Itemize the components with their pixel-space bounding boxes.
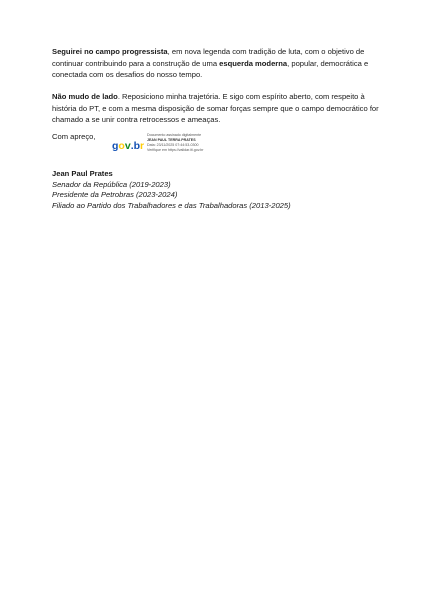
svg-text:gov.br: gov.br	[112, 140, 145, 152]
signature-verify-link[interactable]: Verifique em https://validar.iti.gov.br	[147, 148, 204, 152]
paragraph-not-changing-sides	[52, 91, 382, 126]
paragraph-text: , em nova legenda com tradição de luta, com o objetivo de continuar contribuindo para a construção de uma	[52, 47, 365, 68]
bold-phrase: Seguirei no campo progressista	[52, 47, 168, 56]
govbr-logo	[112, 138, 145, 153]
signer-role: Presidente da Petrobras (2023-2024)	[52, 190, 178, 199]
signer-block	[52, 169, 291, 211]
paragraph-progressive-field	[52, 46, 382, 81]
signature-date: Data: 23/11/2025 07:44:53-0300	[147, 143, 199, 147]
signature-name: JEAN PAUL TERRA PRATES	[147, 138, 196, 142]
bold-phrase: Não mudo de lado	[52, 92, 118, 101]
signature-metadata	[147, 133, 203, 153]
paragraph-text: . Reposiciono minha trajetória. E sigo com espírito aberto, com respeito à história do PT, e com a mesma disposição de somar forças sempre que o campo democrático for chamado a se unir contra retrocessos e ameaças.	[52, 92, 379, 125]
signer-role: Senador da República (2019-2023)	[52, 179, 171, 189]
signer-role: Filiado ao Partido dos Trabalhadores e das Trabalhadoras (2013-2025)	[52, 200, 291, 210]
paragraph-text: , popular, democrática e conectada com os desafios do nosso tempo.	[52, 58, 369, 80]
digital-signature-stamp	[112, 131, 262, 161]
closing-salutation: Com apreço,	[52, 132, 96, 141]
signature-caption: Documento assinado digitalmente	[147, 133, 202, 137]
signer-name: Jean Paul Prates	[52, 169, 113, 178]
bold-phrase: esquerda moderna	[219, 58, 288, 68]
